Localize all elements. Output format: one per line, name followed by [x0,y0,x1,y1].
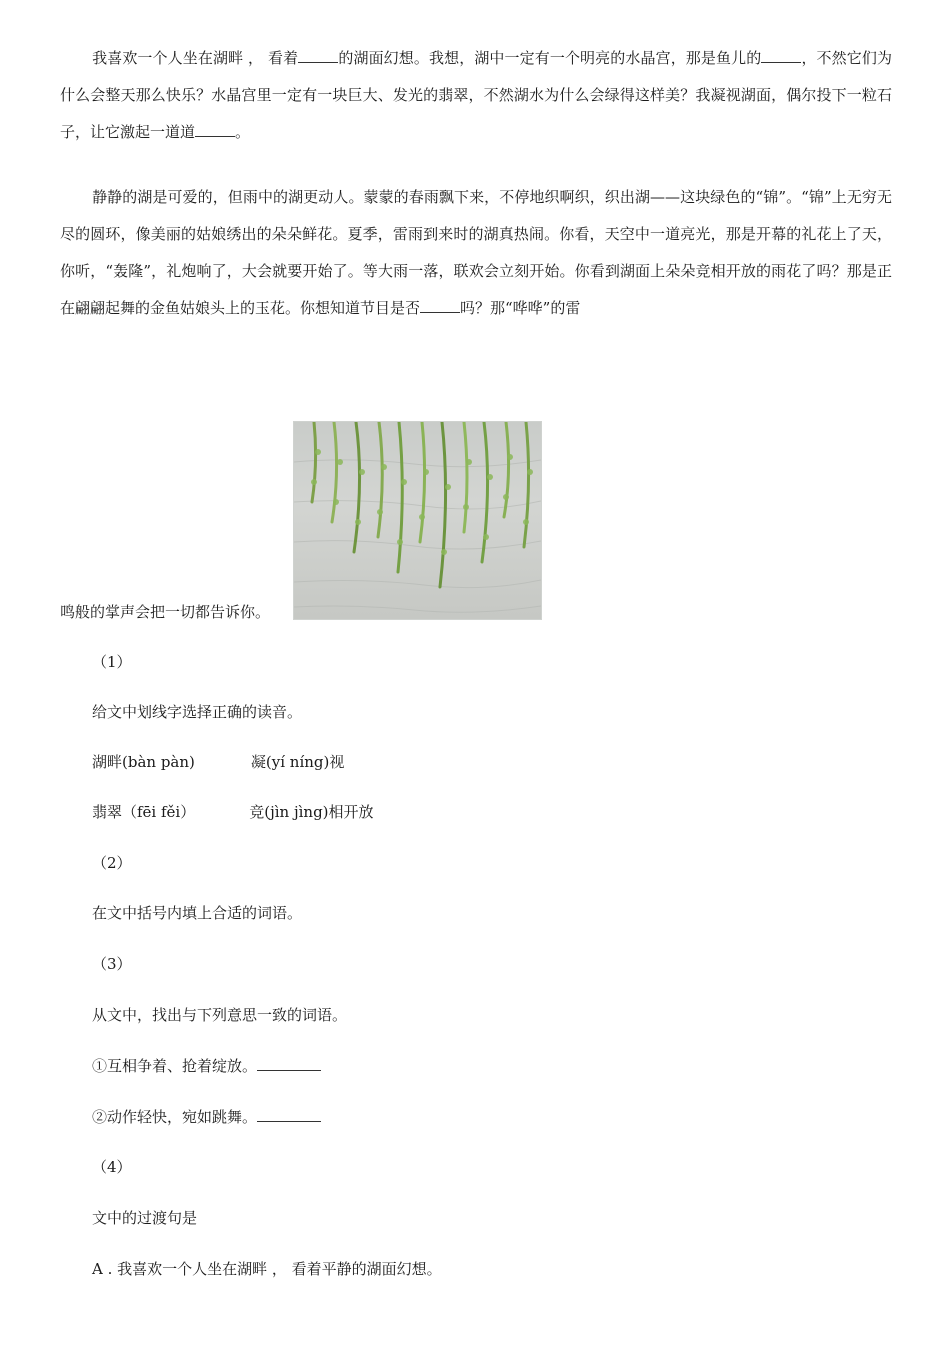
p1-text-d: 。 [235,123,251,141]
p2-text-b: 吗？那“哗哗”的雷 [460,299,581,317]
question-1-prompt: 给文中划线字选择正确的读音。 [92,703,303,721]
passage-paragraph-2 [60,179,892,327]
question-1-number: （1） [92,653,132,671]
question-4-option-a[interactable]: A . 我喜欢一个人坐在湖畔 ， 看着平静的湖面幻想。 [92,1260,442,1278]
p2-text-a: 静静的湖是可爱的，但雨中的湖更动人。蒙蒙的春雨飘下来，不停地织啊织，织出湖——这块绿色的“锦”。“锦”上无穷无尽的圆环，像美丽的姑娘绣出的朵朵鲜花。夏季，雷雨到来时的湖真热闹。你看，天空中一道亮光，那是开幕的礼花上了天，你听，“轰隆”，礼炮响了，大会就要开始了。等大雨一落，联欢会立刻开始。你看到湖面上朵朵竞相开放的雨花了吗？那是正在翩翩起舞的金鱼姑娘头上的玉花。你想知道节目是否 [60,188,892,317]
blank-4[interactable] [420,312,460,313]
blank-2[interactable] [761,62,801,63]
passage-tail: 鸣般的掌声会把一切都告诉你。 [60,603,271,621]
p1-text-c: ，不然它们为什么会整天那么快乐？水晶宫里一定有一块巨大、发光的翡翠，不然湖水为什么会绿得这样美？我凝视湖面，偶尔投下一粒石子，让它激起一道道 [60,49,892,141]
question-4-number: （4） [92,1158,132,1176]
answer-blank-1[interactable] [257,1070,321,1071]
question-3-item-2-text: ②动作轻快，宛如跳舞。 [92,1108,258,1126]
pinyin-item-hupan[interactable]: 湖畔(bàn pàn) [92,753,195,771]
passage-paragraph-1 [60,40,892,151]
willow-lake-image [293,421,542,620]
pinyin-item-feicui[interactable]: 翡翠（fēi fěi） [92,803,196,821]
blank-1[interactable] [298,62,338,63]
answer-blank-2[interactable] [257,1121,321,1122]
pinyin-item-jingxiang[interactable]: 竞(jìn jìng)相开放 [249,803,374,821]
question-2-prompt: 在文中括号内填上合适的词语。 [92,904,303,922]
question-3-number: （3） [92,955,132,973]
question-1-row-2 [92,800,374,824]
question-3-item-1 [92,1054,321,1078]
pinyin-item-ningshi[interactable]: 凝(yí níng)视 [250,753,345,771]
question-3-item-2 [92,1105,321,1129]
question-3-prompt: 从文中，找出与下列意思一致的词语。 [92,1006,348,1024]
question-4-prompt: 文中的过渡句是 [92,1209,198,1227]
question-3-item-1-text: ①互相争着、抢着绽放。 [92,1057,258,1075]
question-1-row-1 [92,750,344,774]
blank-3[interactable] [195,136,235,137]
p1-text-a: 我喜欢一个人坐在湖畔 ， 看着 [92,49,299,67]
question-2-number: （2） [92,854,132,872]
p1-text-b: 的湖面幻想。我想，湖中一定有一个明亮的水晶宫，那是鱼儿的 [338,49,762,67]
